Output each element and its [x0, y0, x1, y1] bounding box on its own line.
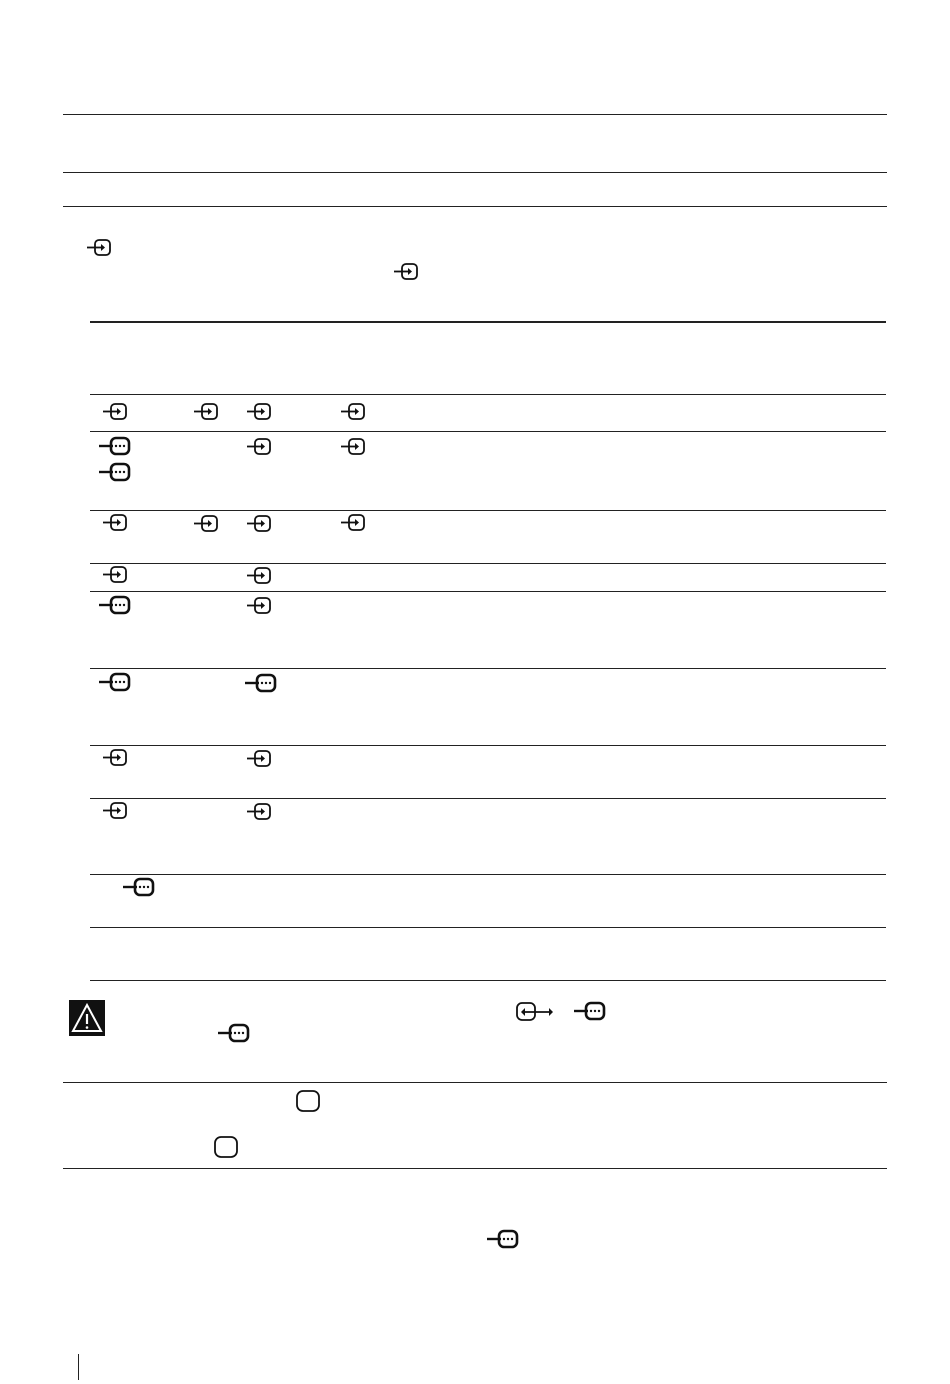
input-arrow-icon	[193, 402, 219, 422]
scart-icon	[98, 462, 132, 482]
input-arrow-icon	[340, 437, 366, 457]
scart-icon	[217, 1023, 251, 1043]
top-rule	[63, 114, 887, 115]
warning-triangle-icon	[69, 1000, 105, 1041]
input-arrow-icon	[102, 565, 128, 585]
input-arrow-icon	[86, 238, 112, 258]
scart-icon	[573, 1001, 607, 1021]
input-arrow-icon	[246, 566, 272, 586]
input-arrow-icon	[340, 402, 366, 422]
table-bottom-rule	[90, 980, 886, 981]
section-rule	[63, 1168, 887, 1169]
input-arrow-icon	[246, 802, 272, 822]
table-row-rule	[90, 927, 886, 928]
section-rule	[63, 1082, 887, 1083]
table-row-rule	[90, 563, 886, 564]
scart-icon	[486, 1229, 520, 1249]
tv-screen-icon	[213, 1135, 239, 1159]
tv-screen-icon	[295, 1089, 321, 1113]
input-arrow-icon	[393, 262, 419, 282]
header-rule	[63, 172, 887, 173]
scart-icon	[98, 436, 132, 456]
table-row-rule	[90, 745, 886, 746]
input-arrow-icon	[246, 596, 272, 616]
input-arrow-icon	[246, 402, 272, 422]
section-rule	[63, 206, 887, 207]
table-row-rule	[90, 874, 886, 875]
scart-icon	[122, 877, 156, 897]
in-out-arrow-icon	[515, 1001, 553, 1023]
table-top-rule	[90, 321, 886, 323]
table-row-rule	[90, 510, 886, 511]
scart-icon	[98, 595, 132, 615]
input-arrow-icon	[246, 437, 272, 457]
input-arrow-icon	[102, 402, 128, 422]
page-footer-marker	[78, 1354, 79, 1380]
input-arrow-icon	[246, 749, 272, 769]
input-arrow-icon	[193, 514, 219, 534]
table-row-rule	[90, 591, 886, 592]
table-header-rule	[90, 394, 886, 395]
table-row-rule	[90, 431, 886, 432]
input-arrow-icon	[102, 801, 128, 821]
scart-icon	[98, 672, 132, 692]
table-row-rule	[90, 798, 886, 799]
scart-icon	[244, 673, 278, 693]
table-row-rule	[90, 668, 886, 669]
input-arrow-icon	[246, 514, 272, 534]
input-arrow-icon	[340, 513, 366, 533]
input-arrow-icon	[102, 513, 128, 533]
input-arrow-icon	[102, 748, 128, 768]
